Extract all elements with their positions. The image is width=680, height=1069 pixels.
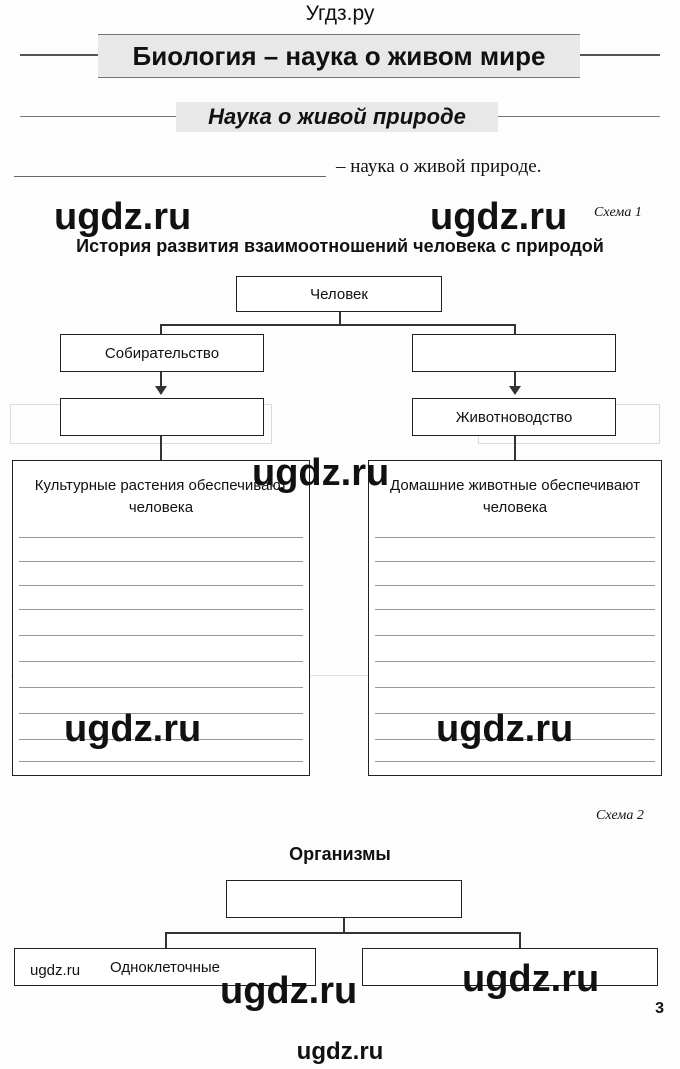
box-gathering: Собирательство	[60, 334, 264, 372]
connector-vertical	[339, 312, 341, 324]
box-unicellular: Одноклеточные	[14, 948, 316, 986]
watermark: ugdz.ru	[252, 452, 390, 494]
scheme-1-label: Схема 1	[594, 205, 642, 220]
site-footer: ugdz.ru	[296, 1038, 384, 1065]
arrow-down-icon	[509, 386, 521, 395]
section-title: Наука о живой природе	[176, 102, 498, 132]
answer-line[interactable]	[19, 609, 303, 610]
box-animal-husbandry: Животноводство	[412, 398, 616, 436]
connector-horizontal	[165, 932, 520, 934]
answer-line[interactable]	[14, 176, 326, 177]
site-header: Угдз.ру	[305, 2, 375, 25]
box-blank-level1-right[interactable]	[412, 334, 616, 372]
result-left-text: Культурные растения обеспечивают человека	[34, 477, 288, 516]
scheme-1-title: История развития взаимоотношений человека с природой	[76, 236, 604, 256]
answer-line[interactable]	[19, 687, 303, 688]
answer-line[interactable]	[19, 661, 303, 662]
watermark: ugdz.ru	[54, 196, 192, 238]
connector-horizontal	[160, 324, 514, 326]
definition-text: – наука о живой природе.	[336, 156, 542, 177]
answer-line[interactable]	[19, 585, 303, 586]
answer-line[interactable]	[19, 561, 303, 562]
scheme-2-title: Организмы	[289, 844, 391, 864]
watermark: ugdz.ru	[462, 958, 600, 1000]
box-organisms-blank[interactable]	[226, 880, 462, 918]
arrow-down-icon	[155, 386, 167, 395]
connector-vertical	[514, 324, 516, 334]
connector-vertical	[160, 324, 162, 334]
connector-vertical	[165, 932, 167, 948]
answer-line[interactable]	[375, 561, 655, 562]
connector-vertical	[519, 932, 521, 948]
answer-line[interactable]	[375, 585, 655, 586]
answer-line[interactable]	[19, 537, 303, 538]
box-blank-level2-left[interactable]	[60, 398, 264, 436]
watermark: ugdz.ru	[430, 196, 568, 238]
answer-line[interactable]	[375, 635, 655, 636]
answer-line[interactable]	[375, 761, 655, 762]
watermark: ugdz.ru	[436, 708, 574, 750]
connector-vertical	[514, 436, 516, 460]
watermark-small: ugdz.ru	[30, 962, 81, 979]
watermark: ugdz.ru	[64, 708, 202, 750]
answer-line[interactable]	[19, 761, 303, 762]
watermark: ugdz.ru	[220, 970, 358, 1012]
page-title: Биология – наука о живом мире	[98, 34, 580, 78]
answer-line[interactable]	[375, 661, 655, 662]
answer-line[interactable]	[375, 687, 655, 688]
page-number: 3	[655, 1000, 664, 1017]
connector-vertical	[343, 918, 345, 932]
scheme-2-label: Схема 2	[596, 808, 644, 823]
answer-line[interactable]	[375, 537, 655, 538]
connector-vertical	[160, 436, 162, 460]
answer-line[interactable]	[375, 609, 655, 610]
box-root-human: Человек	[236, 276, 442, 312]
answer-line[interactable]	[19, 635, 303, 636]
result-right-text: Домашние животные обеспечивают человека	[390, 477, 640, 516]
